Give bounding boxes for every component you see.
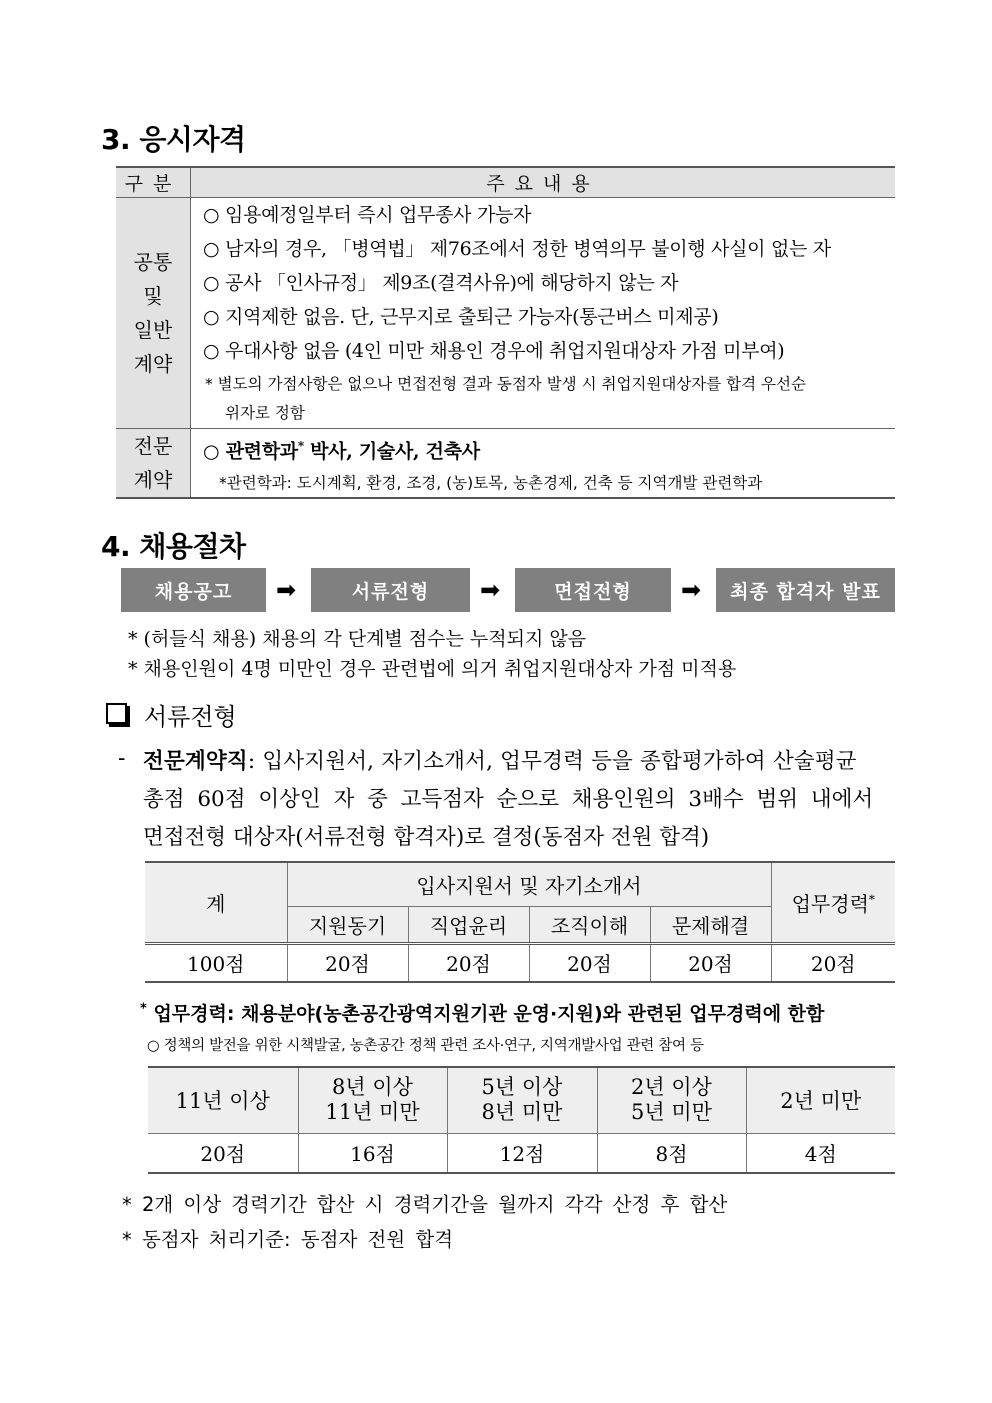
desc-label: 전문계약직 xyxy=(143,749,248,774)
category-line: 계약 xyxy=(133,468,173,492)
experience-header xyxy=(771,862,895,943)
qualification-row-general xyxy=(116,198,895,429)
qual-item-rest: 박사, 기술사, 건축사 xyxy=(303,440,480,463)
ethics-header: 직업윤리 xyxy=(408,906,529,943)
category-line: 계약 xyxy=(133,352,173,376)
score-value: 20점 xyxy=(408,943,529,982)
range-text: 2년 이상 xyxy=(631,1075,712,1100)
experience-note-text: 업무경력: 채용분야(농촌공간광역지원기관 운영·지원)와 관련된 업무경력에 한함 xyxy=(153,1003,825,1025)
experience-note xyxy=(140,999,824,1026)
arrow-icon: ➡ xyxy=(681,576,702,604)
step-announcement: 채용공고 xyxy=(121,568,266,612)
experience-score: 12점 xyxy=(447,1133,597,1173)
range-text: 11년 미만 xyxy=(325,1100,420,1125)
experience-score: 16점 xyxy=(298,1133,447,1173)
score-value: 20점 xyxy=(650,943,771,982)
score-header-row-1 xyxy=(145,862,895,906)
qual-item: ○ 임용예정일부터 즉시 업무종사 가능자 xyxy=(203,204,532,226)
qualification-row-specialist xyxy=(116,429,895,499)
general-contents xyxy=(191,198,896,429)
desc-text: : 입사지원서, 자기소개서, 업무경력 등을 종합평가하여 산술평균 xyxy=(247,749,857,774)
specialist-note: *관련학과: 도시계획, 환경, 조경, (농)토목, 농촌경제, 건축 등 지역개발 관련학과 xyxy=(219,473,763,492)
qual-item: ○ 지역제한 없음. 단, 근무지로 출퇴근 가능자(통근버스 미제공) xyxy=(203,306,719,328)
category-general xyxy=(116,198,191,429)
checkbox-square-icon xyxy=(106,703,127,724)
range-text: 11년 이상 xyxy=(175,1089,270,1114)
qual-item-sup: * xyxy=(297,439,304,454)
specialist-contents xyxy=(191,429,896,499)
score-value-row xyxy=(145,943,895,982)
qual-item-prefix: ○ 관련학과 xyxy=(203,440,298,463)
qual-item: ○ 공사 「인사규정」 제9조(결격사유)에 해당하지 않는 자 xyxy=(203,272,679,294)
qual-item: ○ 우대사항 없음 (4인 미만 채용인 경우에 취업지원대상자 가점 미부여) xyxy=(203,340,785,362)
section-4-title: 4. 채용절차 xyxy=(101,530,246,563)
dash-marker: - xyxy=(118,746,126,771)
experience-range-header xyxy=(298,1067,447,1133)
experience-range-header xyxy=(447,1067,597,1133)
step-interview: 면접전형 xyxy=(515,568,671,612)
document-score-table xyxy=(145,861,895,983)
range-text: 2년 미만 xyxy=(780,1089,862,1114)
experience-header-row xyxy=(148,1067,895,1133)
experience-score: 8점 xyxy=(597,1133,746,1173)
experience-header-sup: * xyxy=(868,892,875,907)
experience-range-header xyxy=(597,1067,746,1133)
experience-score: 20점 xyxy=(148,1133,298,1173)
range-text: 5년 미만 xyxy=(631,1100,712,1125)
arrow-icon: ➡ xyxy=(480,576,501,604)
qual-item-specialist xyxy=(191,429,895,468)
footnote: * 2개 이상 경력기간 합산 시 경력기간을 월까지 각각 산정 후 합산 xyxy=(122,1193,728,1216)
score-value: 20점 xyxy=(287,943,408,982)
step-document-screening: 서류전형 xyxy=(311,568,470,612)
experience-range-header xyxy=(746,1067,895,1133)
experience-value-row xyxy=(148,1133,895,1173)
category-line: 일반 xyxy=(133,318,173,342)
screening-desc-line1 xyxy=(143,744,857,775)
experience-range-header xyxy=(148,1067,298,1133)
range-text: 8년 미만 xyxy=(481,1100,563,1125)
content-header: 주요내용 xyxy=(191,167,896,198)
experience-subnote: ○ 정책의 발전을 위한 시책발굴, 농촌공간 정책 관련 조사·연구, 지역개발사업 관련 참여 등 xyxy=(147,1038,704,1054)
experience-header-text: 업무경력 xyxy=(791,891,869,916)
category-line: 공통 xyxy=(133,250,173,274)
score-value: 20점 xyxy=(529,943,650,982)
process-note: * 채용인원이 4명 미만인 경우 관련법에 의거 취업지원대상자 가점 미적용 xyxy=(128,658,737,680)
score-value: 20점 xyxy=(771,943,895,982)
score-value: 100점 xyxy=(145,943,287,982)
step-final-announcement: 최종 합격자 발표 xyxy=(716,568,895,612)
experience-score: 4점 xyxy=(746,1133,895,1173)
motivation-header: 지원동기 xyxy=(287,906,408,943)
qualification-table xyxy=(116,166,895,499)
range-text: 5년 이상 xyxy=(481,1075,563,1100)
section-3-title: 3. 응시자격 xyxy=(101,123,246,156)
qual-item: ○ 남자의 경우, 「병역법」 제76조에서 정한 병역의무 불이행 사실이 없는 자 xyxy=(203,238,831,260)
process-note: * (허들식 채용) 채용의 각 단계별 점수는 누적되지 않음 xyxy=(128,628,587,650)
screening-desc-line3: 면접전형 대상자(서류전형 합격자)로 결정(동점자 전원 합격) xyxy=(143,825,710,850)
arrow-icon: ➡ xyxy=(276,576,297,604)
qual-note-line: * 별도의 가점사항은 없으나 면접전형 결과 동점자 발생 시 취업지원대상자를 합격 우선순 xyxy=(205,375,806,393)
category-line: 전문 xyxy=(133,434,173,458)
total-header: 계 xyxy=(145,862,287,943)
document-screening-title: 서류전형 xyxy=(144,703,237,731)
qualification-header-row xyxy=(116,167,895,198)
organization-header: 조직이해 xyxy=(529,906,650,943)
category-header: 구분 xyxy=(116,167,191,198)
screening-desc-line2: 총점 60점 이상인 자 중 고득점자 순으로 채용인원의 3배수 범위 내에서 xyxy=(143,787,874,812)
experience-note-star: * xyxy=(140,1001,147,1017)
problem-solving-header: 문제해결 xyxy=(650,906,771,943)
category-specialist xyxy=(116,429,191,499)
experience-score-table xyxy=(148,1066,895,1174)
footnote: * 동점자 처리기준: 동점자 전원 합격 xyxy=(122,1228,454,1251)
qual-note-line: 위자로 정함 xyxy=(225,404,305,422)
range-text: 8년 이상 xyxy=(332,1075,413,1100)
qual-note xyxy=(191,368,895,428)
application-group-header: 입사지원서 및 자기소개서 xyxy=(287,862,771,906)
category-line: 및 xyxy=(143,284,163,308)
